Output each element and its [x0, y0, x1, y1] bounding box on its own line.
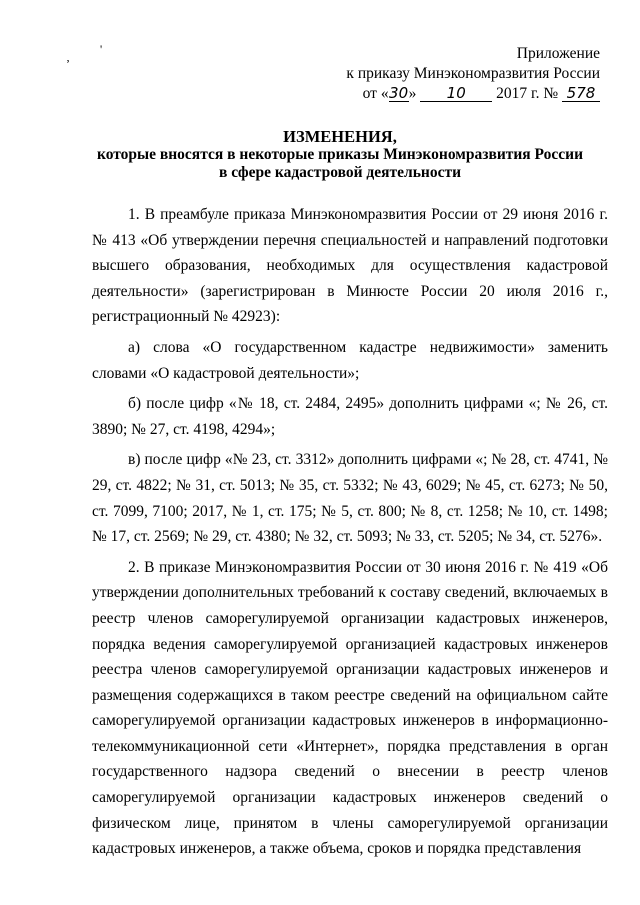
title-main: ИЗМЕНЕНИЯ,: [283, 127, 397, 146]
paragraph-1a: а) слова «О государственном кадастре недвижимости» заменить словами «О кадастровой деятельности»;: [92, 338, 608, 382]
title-sub-1: которые вносятся в некоторые приказы Минэкономразвития России: [96, 146, 584, 163]
paragraph-1c: в) после цифр «№ 23, ст. 3312» дополнить цифрами «; № 28, ст. 4741, № 29, ст. 4822; № 31, ст. 5013; № 35, ст. 5332; № 43, 6029; № 45, ст. 6273; № 50, ст. 7099, 7100; 2017, № 1, ст. 175; № 5, ст. 800; № 8, ст. 1258; № 10, ст. 1498; № 17, ст. 2569; № 29, ст. 4380; № 32, ст. 5093; № 33, ст. 5205; № 34, ст. 5276».: [92, 451, 608, 546]
paragraph-1b: б) после цифр «№ 18, ст. 2484, 2495» дополнить цифрами «; № 26, ст. 3890; № 27, ст. 4198, 4294»;: [92, 395, 608, 438]
annex-label: Приложение: [516, 45, 600, 62]
handwritten-month: 10: [420, 85, 492, 102]
document-title: [60, 128, 620, 182]
handwritten-day: 30: [389, 84, 409, 102]
annex-order-ref: к приказу Минэкономразвития России: [346, 65, 600, 82]
paragraph-2: 2. В приказе Минэкономразвития России от 30 июня 2016 г. № 419 «Об утверждении дополнительных требований к составу сведений, включаемых в реестр членов саморегулируемой организации кадастровых инженеров, порядка ведения саморегулируемой организацией кадастровых инженеров реестра членов саморегулируемой организации кадастровых инженеров и размещения содержащихся в таком реестре сведений на официальном сайте саморегулируемой организации кадастровых инженеров в информационно-телекоммуникационной сети «Интернет», порядка представления в орган государственного надзора сведений о внесении в реестр членов саморегулируемой организации кадастровых инженеров сведений о физическом лице, принятом в члены саморегулируемой организации кадастровых инженеров, а также объема, сроков и порядка представления: [92, 558, 608, 858]
paragraph-1: 1. В преамбуле приказа Минэкономразвития России от 29 июня 2016 г. № 413 «Об утверждении перечня специальностей и направлений подготовки высшего образования, необходимых для осуществления кадастровой деятельности» (зарегистрирован в Минюсте России 20 июля 2016 г., регистрационный № 42923):: [92, 206, 608, 326]
annex-date-line: от «30» 10 2017 г. № 578: [320, 84, 600, 104]
document-body: [92, 202, 608, 862]
title-sub-2: в сфере кадастровой деятельности: [218, 164, 462, 181]
handwritten-number: 578: [562, 85, 600, 102]
annex-header: [320, 44, 600, 104]
